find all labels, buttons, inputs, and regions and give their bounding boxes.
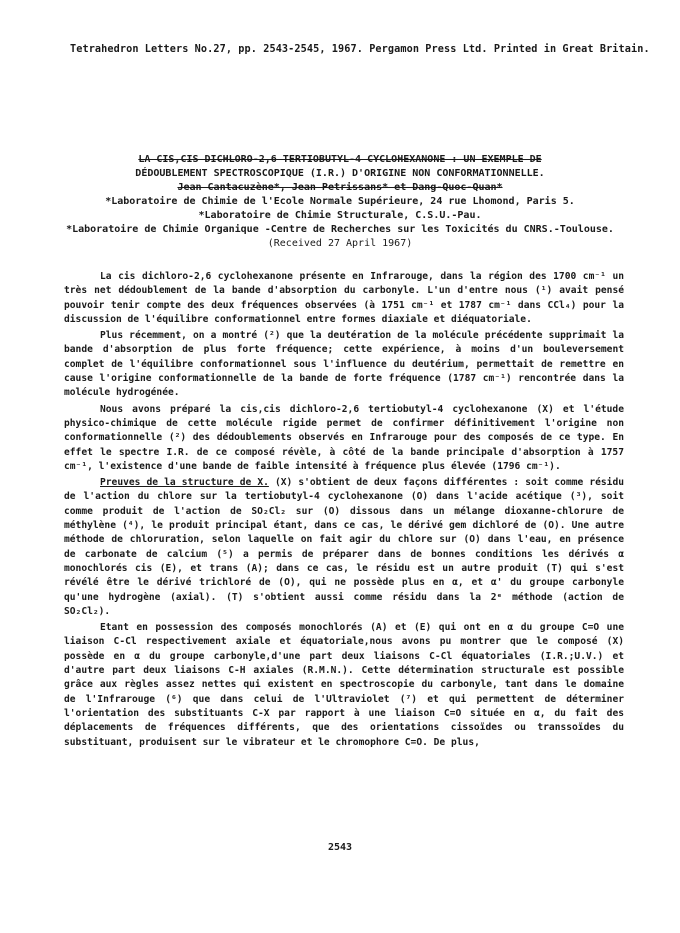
paragraph-1: La cis dichloro-2,6 cyclohexanone présente en Infrarouge, dans la région des 1700 cm⁻¹ un très net dédoublement de la bande d'absorption du carbonyle. L'un d'entre nous (¹) avait pensé pouvoir tenir compte des deux fréquences observées (à 1751 cm⁻¹ et 1787 cm⁻¹ dans CCl₄) pour la discussion de l'équilibre conformationnel entre formes diaxiale et diéquatoriale. [64,271,624,325]
affiliation-3: *Laboratoire de Chimie Organique -Centre de Recherches sur les Toxicités du CNRS.-Toulouse. [66,224,614,235]
affiliation-1: *Laboratoire de Chimie de l'Ecole Normale Supérieure, 24 rue Lhomond, Paris 5. [105,196,575,207]
article-body [64,270,624,750]
page-number: 2543 [327,842,353,853]
paragraph-2: Plus récemment, on a montré (²) que la deutération de la molécule précédente supprimait la bande d'absorption de plus forte fréquence; cette expérience, à moins d'un bouleversement complet de l'équilibre conformationnel sous l'influence du deutérium, permettait de remettre en cause l'origine conformationnelle de la bande de forte fréquence (1787 cm⁻¹) rencontrée dans la molécule hydrogénée. [64,330,624,399]
article-title-line-2: DÉDOUBLEMENT SPECTROSCOPIQUE (I.R.) D'ORIGINE NON CONFORMATIONNELLE. [135,168,545,179]
paragraph-4 [64,476,624,619]
section-heading: Preuves de la structure de X. [100,477,269,489]
paragraph-5: Etant en possession des composés monochlorés (A) et (E) qui ont en α du groupe C=O une liaison C-Cl respectivement axiale et équatoriale,nous avons pu montrer que le composé (X) possède en α du groupe carbonyle,d'une part deux liaisons C-Cl équatoriales (I.R.;U.V.) et d'autre part deux liaisons C-H axiales (R.M.N.). Cette détermination structurale est possible grâce aux règles assez nettes qui existent en spectroscopie du carbonyle, tant dans le domaine de l'Infrarouge (⁶) que dans celui de l'Ultraviolet (⁷) et qui permettent de déterminer l'orientation des substituants C-X par rapport à une liaison C=O située en α, du fait des déplacements de fréquences différents, que des orientations cissoïdes ou transsoïdes du substituant, produisent sur le vibrateur et le chromophore C=O. De plus, [64,622,624,748]
received-date: (Received 27 April 1967) [267,238,413,249]
paragraph-3: Nous avons préparé la cis,cis dichloro-2,6 tertiobutyl-4 cyclohexanone (X) et l'étude physico-chimique de cette molécule rigide permet de confirmer définitivement l'origine non conformationnelle (²) des dédoublements observés en Infrarouge pour des composés de ce type. En effet le spectre I.R. de ce composé révèle, à côté de la bande principale d'absorption à 1757 cm⁻¹, l'existence d'une bande de faible intensité à fréquence plus élevée (1796 cm⁻¹). [64,403,624,472]
journal-header: Tetrahedron Letters No.27, pp. 2543-2545, 1967. Pergamon Press Ltd. Printed in Great Britain. [70,44,650,55]
article-title-block [60,153,620,251]
paragraph-4-text: (X) s'obtient de deux façons différentes : soit comme résidu de l'action du chlore sur la tertiobutyl-4 cyclohexanone (O) dans l'acide acétique (³), soit comme produit de l'action de SO₂Cl₂ sur (O) dissous dans un mélange dioxanne-chlorure de méthylène (⁴), le produit principal étant, dans ce cas, le dérivé gem dichloré de (O). Une autre méthode de chloruration, selon laquelle on fait agir du chlore sur (O) dans l'eau, en présence de carbonate de calcium (⁵) a permis de préparer dans de bonnes conditions les dérivés α monochlorés cis (E), et trans (A); dans ce cas, le résidu est un autre produit (T) qui s'est révélé être le dérivé trichloré de (O), qui ne possède plus en α, et α' du groupe carbonyle qu'une hydrogène (axial). (T) s'obtient aussi comme résidu dans la 2ᵉ méthode (action de SO₂Cl₂). [64,477,624,617]
authors: Jean Cantacuzène*, Jean Petrissans* et Dang-Quoc-Quan* [177,182,503,193]
affiliation-2: *Laboratoire de Chimie Structurale, C.S.U.-Pau. [198,210,482,221]
article-title-line-1: LA CIS,CIS DICHLORO-2,6 TERTIOBUTYL-4 CYCLOHEXANONE : UN EXEMPLE DE [138,154,542,165]
